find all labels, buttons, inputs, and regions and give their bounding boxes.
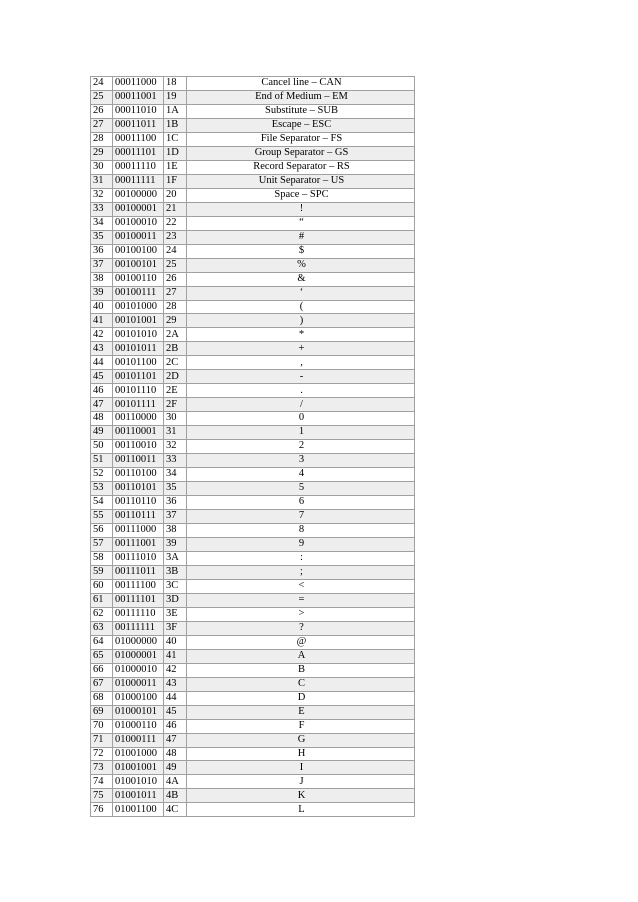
decimal-cell: 75 — [91, 789, 113, 803]
binary-cell: 00101010 — [113, 328, 164, 342]
table-row — [91, 733, 415, 747]
decimal-cell: 64 — [91, 635, 113, 649]
binary-cell: 00110111 — [113, 510, 164, 524]
hex-cell: 33 — [164, 454, 187, 468]
table-row — [91, 258, 415, 272]
binary-cell: 00101000 — [113, 300, 164, 314]
decimal-cell: 30 — [91, 160, 113, 174]
decimal-cell: 68 — [91, 691, 113, 705]
table-row — [91, 90, 415, 104]
character-cell: 2 — [187, 440, 415, 454]
hex-cell: 34 — [164, 468, 187, 482]
hex-cell: 1D — [164, 146, 187, 160]
character-cell: < — [187, 579, 415, 593]
binary-cell: 00101111 — [113, 398, 164, 412]
character-cell: File Separator – FS — [187, 132, 415, 146]
table-row — [91, 104, 415, 118]
hex-cell: 26 — [164, 272, 187, 286]
decimal-cell: 39 — [91, 286, 113, 300]
decimal-cell: 40 — [91, 300, 113, 314]
character-cell: Escape – ESC — [187, 118, 415, 132]
table-row — [91, 216, 415, 230]
character-cell: H — [187, 747, 415, 761]
hex-cell: 3E — [164, 607, 187, 621]
binary-cell: 01000101 — [113, 705, 164, 719]
binary-cell: 01000011 — [113, 677, 164, 691]
hex-cell: 2B — [164, 342, 187, 356]
hex-cell: 4C — [164, 803, 187, 817]
binary-cell: 00011001 — [113, 90, 164, 104]
character-cell: 0 — [187, 412, 415, 426]
hex-cell: 32 — [164, 440, 187, 454]
binary-cell: 01000100 — [113, 691, 164, 705]
hex-cell: 3A — [164, 551, 187, 565]
character-cell: 7 — [187, 510, 415, 524]
binary-cell: 00011111 — [113, 174, 164, 188]
binary-cell: 00101100 — [113, 356, 164, 370]
decimal-cell: 49 — [91, 426, 113, 440]
character-cell: G — [187, 733, 415, 747]
hex-cell: 27 — [164, 286, 187, 300]
hex-cell: 19 — [164, 90, 187, 104]
decimal-cell: 52 — [91, 468, 113, 482]
table-row — [91, 524, 415, 538]
binary-cell: 00111101 — [113, 593, 164, 607]
character-cell: * — [187, 328, 415, 342]
decimal-cell: 48 — [91, 412, 113, 426]
table-row — [91, 188, 415, 202]
table-row — [91, 132, 415, 146]
decimal-cell: 27 — [91, 118, 113, 132]
decimal-cell: 56 — [91, 524, 113, 538]
hex-cell: 2F — [164, 398, 187, 412]
binary-cell: 00111100 — [113, 579, 164, 593]
table-row — [91, 579, 415, 593]
table-row — [91, 719, 415, 733]
decimal-cell: 32 — [91, 188, 113, 202]
binary-cell: 00111011 — [113, 565, 164, 579]
binary-cell: 00100011 — [113, 230, 164, 244]
hex-cell: 38 — [164, 524, 187, 538]
character-cell: End of Medium – EM — [187, 90, 415, 104]
table-row — [91, 482, 415, 496]
hex-cell: 29 — [164, 314, 187, 328]
decimal-cell: 44 — [91, 356, 113, 370]
hex-cell: 2A — [164, 328, 187, 342]
decimal-cell: 34 — [91, 216, 113, 230]
table-row — [91, 160, 415, 174]
binary-cell: 00101001 — [113, 314, 164, 328]
hex-cell: 21 — [164, 202, 187, 216]
binary-cell: 00111111 — [113, 621, 164, 635]
hex-cell: 1B — [164, 118, 187, 132]
character-cell: A — [187, 649, 415, 663]
table-row — [91, 356, 415, 370]
binary-cell: 00110101 — [113, 482, 164, 496]
decimal-cell: 54 — [91, 496, 113, 510]
hex-cell: 2E — [164, 384, 187, 398]
table-row — [91, 510, 415, 524]
table-row — [91, 202, 415, 216]
table-row — [91, 328, 415, 342]
table-row — [91, 370, 415, 384]
character-cell: 5 — [187, 482, 415, 496]
table-row — [91, 244, 415, 258]
table-row — [91, 565, 415, 579]
table-row — [91, 761, 415, 775]
hex-cell: 2D — [164, 370, 187, 384]
character-cell: 9 — [187, 537, 415, 551]
decimal-cell: 59 — [91, 565, 113, 579]
table-row — [91, 454, 415, 468]
binary-cell: 00111010 — [113, 551, 164, 565]
decimal-cell: 42 — [91, 328, 113, 342]
decimal-cell: 38 — [91, 272, 113, 286]
decimal-cell: 36 — [91, 244, 113, 258]
hex-cell: 20 — [164, 188, 187, 202]
binary-cell: 00111000 — [113, 524, 164, 538]
character-cell: = — [187, 593, 415, 607]
character-cell: J — [187, 775, 415, 789]
decimal-cell: 41 — [91, 314, 113, 328]
decimal-cell: 61 — [91, 593, 113, 607]
table-row — [91, 496, 415, 510]
binary-cell: 00110110 — [113, 496, 164, 510]
binary-cell: 01001010 — [113, 775, 164, 789]
ascii-table-container — [90, 76, 415, 817]
table-row — [91, 621, 415, 635]
character-cell: 4 — [187, 468, 415, 482]
hex-cell: 3C — [164, 579, 187, 593]
table-row — [91, 789, 415, 803]
character-cell: Record Separator – RS — [187, 160, 415, 174]
binary-cell: 00111110 — [113, 607, 164, 621]
character-cell: 8 — [187, 524, 415, 538]
hex-cell: 42 — [164, 663, 187, 677]
character-cell: ( — [187, 300, 415, 314]
decimal-cell: 65 — [91, 649, 113, 663]
table-row — [91, 426, 415, 440]
hex-cell: 41 — [164, 649, 187, 663]
hex-cell: 44 — [164, 691, 187, 705]
table-row — [91, 468, 415, 482]
table-row — [91, 649, 415, 663]
binary-cell: 00111001 — [113, 537, 164, 551]
table-row — [91, 803, 415, 817]
hex-cell: 46 — [164, 719, 187, 733]
hex-cell: 35 — [164, 482, 187, 496]
decimal-cell: 55 — [91, 510, 113, 524]
binary-cell: 00101011 — [113, 342, 164, 356]
decimal-cell: 69 — [91, 705, 113, 719]
hex-cell: 48 — [164, 747, 187, 761]
decimal-cell: 57 — [91, 537, 113, 551]
table-row — [91, 705, 415, 719]
binary-cell: 01001001 — [113, 761, 164, 775]
binary-cell: 00011110 — [113, 160, 164, 174]
decimal-cell: 62 — [91, 607, 113, 621]
decimal-cell: 67 — [91, 677, 113, 691]
table-row — [91, 174, 415, 188]
binary-cell: 00100000 — [113, 188, 164, 202]
table-row — [91, 691, 415, 705]
decimal-cell: 47 — [91, 398, 113, 412]
character-cell: % — [187, 258, 415, 272]
hex-cell: 24 — [164, 244, 187, 258]
character-cell: Unit Separator – US — [187, 174, 415, 188]
decimal-cell: 26 — [91, 104, 113, 118]
character-cell: : — [187, 551, 415, 565]
decimal-cell: 37 — [91, 258, 113, 272]
character-cell: D — [187, 691, 415, 705]
table-row — [91, 118, 415, 132]
hex-cell: 1E — [164, 160, 187, 174]
hex-cell: 43 — [164, 677, 187, 691]
table-row — [91, 412, 415, 426]
decimal-cell: 29 — [91, 146, 113, 160]
character-cell: / — [187, 398, 415, 412]
binary-cell: 00100001 — [113, 202, 164, 216]
ascii-table — [90, 76, 415, 817]
binary-cell: 00011011 — [113, 118, 164, 132]
decimal-cell: 51 — [91, 454, 113, 468]
binary-cell: 00100110 — [113, 272, 164, 286]
binary-cell: 01001011 — [113, 789, 164, 803]
table-row — [91, 398, 415, 412]
table-row — [91, 286, 415, 300]
table-row — [91, 677, 415, 691]
hex-cell: 47 — [164, 733, 187, 747]
binary-cell: 00011010 — [113, 104, 164, 118]
table-row — [91, 146, 415, 160]
binary-cell: 01000010 — [113, 663, 164, 677]
hex-cell: 2C — [164, 356, 187, 370]
hex-cell: 30 — [164, 412, 187, 426]
decimal-cell: 31 — [91, 174, 113, 188]
table-row — [91, 593, 415, 607]
table-row — [91, 230, 415, 244]
hex-cell: 45 — [164, 705, 187, 719]
hex-cell: 23 — [164, 230, 187, 244]
hex-cell: 1A — [164, 104, 187, 118]
character-cell: ; — [187, 565, 415, 579]
character-cell: 6 — [187, 496, 415, 510]
binary-cell: 00101110 — [113, 384, 164, 398]
hex-cell: 37 — [164, 510, 187, 524]
binary-cell: 00011000 — [113, 77, 164, 91]
binary-cell: 00110000 — [113, 412, 164, 426]
decimal-cell: 43 — [91, 342, 113, 356]
character-cell: @ — [187, 635, 415, 649]
hex-cell: 1C — [164, 132, 187, 146]
binary-cell: 00110011 — [113, 454, 164, 468]
binary-cell: 01001100 — [113, 803, 164, 817]
hex-cell: 40 — [164, 635, 187, 649]
binary-cell: 00100100 — [113, 244, 164, 258]
hex-cell: 36 — [164, 496, 187, 510]
decimal-cell: 53 — [91, 482, 113, 496]
table-row — [91, 300, 415, 314]
character-cell: + — [187, 342, 415, 356]
hex-cell: 25 — [164, 258, 187, 272]
decimal-cell: 28 — [91, 132, 113, 146]
decimal-cell: 33 — [91, 202, 113, 216]
binary-cell: 00100010 — [113, 216, 164, 230]
hex-cell: 4B — [164, 789, 187, 803]
character-cell: ) — [187, 314, 415, 328]
character-cell: $ — [187, 244, 415, 258]
binary-cell: 00110100 — [113, 468, 164, 482]
character-cell: ? — [187, 621, 415, 635]
table-row — [91, 551, 415, 565]
decimal-cell: 73 — [91, 761, 113, 775]
character-cell: 1 — [187, 426, 415, 440]
hex-cell: 31 — [164, 426, 187, 440]
table-row — [91, 314, 415, 328]
hex-cell: 1F — [164, 174, 187, 188]
binary-cell: 00110001 — [113, 426, 164, 440]
hex-cell: 49 — [164, 761, 187, 775]
character-cell: ! — [187, 202, 415, 216]
character-cell: L — [187, 803, 415, 817]
character-cell: Cancel line – CAN — [187, 77, 415, 91]
decimal-cell: 50 — [91, 440, 113, 454]
decimal-cell: 45 — [91, 370, 113, 384]
character-cell: , — [187, 356, 415, 370]
hex-cell: 3B — [164, 565, 187, 579]
character-cell: “ — [187, 216, 415, 230]
decimal-cell: 25 — [91, 90, 113, 104]
decimal-cell: 24 — [91, 77, 113, 91]
hex-cell: 39 — [164, 537, 187, 551]
character-cell: ‘ — [187, 286, 415, 300]
character-cell: > — [187, 607, 415, 621]
character-cell: . — [187, 384, 415, 398]
decimal-cell: 76 — [91, 803, 113, 817]
table-row — [91, 342, 415, 356]
character-cell: I — [187, 761, 415, 775]
hex-cell: 28 — [164, 300, 187, 314]
character-cell: 3 — [187, 454, 415, 468]
binary-cell: 01000111 — [113, 733, 164, 747]
binary-cell: 01001000 — [113, 747, 164, 761]
character-cell: Substitute – SUB — [187, 104, 415, 118]
binary-cell: 00110010 — [113, 440, 164, 454]
binary-cell: 01000001 — [113, 649, 164, 663]
decimal-cell: 35 — [91, 230, 113, 244]
binary-cell: 00011100 — [113, 132, 164, 146]
ascii-table-body — [91, 77, 415, 817]
binary-cell: 01000110 — [113, 719, 164, 733]
decimal-cell: 70 — [91, 719, 113, 733]
table-row — [91, 384, 415, 398]
decimal-cell: 58 — [91, 551, 113, 565]
character-cell: K — [187, 789, 415, 803]
hex-cell: 3D — [164, 593, 187, 607]
decimal-cell: 74 — [91, 775, 113, 789]
decimal-cell: 72 — [91, 747, 113, 761]
character-cell: E — [187, 705, 415, 719]
decimal-cell: 60 — [91, 579, 113, 593]
character-cell: C — [187, 677, 415, 691]
table-row — [91, 747, 415, 761]
hex-cell: 22 — [164, 216, 187, 230]
decimal-cell: 71 — [91, 733, 113, 747]
character-cell: Group Separator – GS — [187, 146, 415, 160]
hex-cell: 4A — [164, 775, 187, 789]
table-row — [91, 440, 415, 454]
binary-cell: 00011101 — [113, 146, 164, 160]
character-cell: & — [187, 272, 415, 286]
binary-cell: 00100111 — [113, 286, 164, 300]
hex-cell: 18 — [164, 77, 187, 91]
hex-cell: 3F — [164, 621, 187, 635]
character-cell: B — [187, 663, 415, 677]
decimal-cell: 46 — [91, 384, 113, 398]
table-row — [91, 77, 415, 91]
character-cell: # — [187, 230, 415, 244]
table-row — [91, 663, 415, 677]
decimal-cell: 66 — [91, 663, 113, 677]
table-row — [91, 272, 415, 286]
character-cell: - — [187, 370, 415, 384]
binary-cell: 00101101 — [113, 370, 164, 384]
binary-cell: 00100101 — [113, 258, 164, 272]
table-row — [91, 607, 415, 621]
character-cell: Space – SPC — [187, 188, 415, 202]
table-row — [91, 537, 415, 551]
decimal-cell: 63 — [91, 621, 113, 635]
table-row — [91, 775, 415, 789]
table-row — [91, 635, 415, 649]
binary-cell: 01000000 — [113, 635, 164, 649]
character-cell: F — [187, 719, 415, 733]
